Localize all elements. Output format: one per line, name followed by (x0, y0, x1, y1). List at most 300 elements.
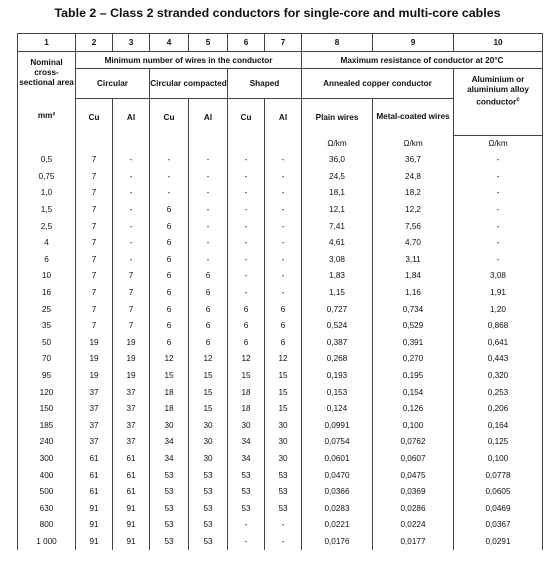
table-cell: 53 (265, 483, 302, 500)
table-cell: 34 (150, 450, 189, 467)
table-cell: 7 (76, 284, 113, 301)
table-cell: 0,868 (454, 317, 543, 334)
table-cell: 37 (76, 417, 113, 434)
table-cell: 6 (150, 218, 189, 235)
table-cell: 30 (265, 434, 302, 451)
table-cell: - (228, 218, 265, 235)
table-cell: 0,270 (373, 351, 454, 368)
table-cell: 36,0 (302, 152, 373, 169)
table-cell: - (189, 218, 228, 235)
table-cell: 6 (150, 334, 189, 351)
table-cell: - (113, 168, 150, 185)
unit-blank-7 (265, 136, 302, 152)
table-cell: 30 (265, 417, 302, 434)
table-row (18, 185, 543, 202)
table-cell: 15 (265, 367, 302, 384)
table-cell: - (228, 152, 265, 169)
table-cell: 0,195 (373, 367, 454, 384)
table-cell: - (150, 152, 189, 169)
table-cell: 6 (150, 317, 189, 334)
table-cell: 18,2 (373, 185, 454, 202)
table-row (18, 483, 543, 500)
table-cell: 53 (189, 517, 228, 534)
cell-nominal-area: 16 (18, 284, 76, 301)
table-cell: 0,126 (373, 400, 454, 417)
col-number-1: 1 (18, 34, 76, 52)
col-number-6: 6 (228, 34, 265, 52)
subheader-al-shaped: Al (265, 99, 302, 136)
table-cell: 7 (76, 168, 113, 185)
col-number-5: 5 (189, 34, 228, 52)
max-resistance-header: Maximum resistance of conductor at 20°C (302, 52, 543, 69)
cell-nominal-area: 300 (18, 450, 76, 467)
table-cell: - (189, 152, 228, 169)
table-cell: 15 (189, 367, 228, 384)
table-cell: 53 (150, 517, 189, 534)
table-cell: 19 (76, 367, 113, 384)
table-row (18, 284, 543, 301)
table-cell: 7 (76, 152, 113, 169)
table-cell: 30 (265, 450, 302, 467)
table-cell: - (265, 533, 302, 550)
cell-nominal-area: 25 (18, 301, 76, 318)
table-cell: 1,20 (454, 301, 543, 318)
table-cell: 1,84 (373, 268, 454, 285)
table-cell: - (454, 185, 543, 202)
table-cell: 6 (150, 301, 189, 318)
table-cell: 12,2 (373, 201, 454, 218)
table-cell: 0,0369 (373, 483, 454, 500)
unit-blank-2 (76, 136, 113, 152)
table-row (18, 351, 543, 368)
table-cell: 0,0221 (302, 517, 373, 534)
subheader-plain-wires: Plain wires (302, 99, 373, 136)
table-cell: 12,1 (302, 201, 373, 218)
table-cell: 19 (113, 367, 150, 384)
cell-nominal-area: 2,5 (18, 218, 76, 235)
table-cell: 1,16 (373, 284, 454, 301)
table-row (18, 251, 543, 268)
table-cell: 30 (189, 450, 228, 467)
table-cell: 7 (76, 251, 113, 268)
table-cell: - (228, 268, 265, 285)
table-row (18, 234, 543, 251)
table-cell: 6 (150, 234, 189, 251)
table-cell: - (454, 234, 543, 251)
table-cell: 61 (76, 450, 113, 467)
table-cell: - (454, 168, 543, 185)
table-row (18, 450, 543, 467)
table-cell: 15 (150, 367, 189, 384)
table-cell: 7 (76, 218, 113, 235)
table-cell: 91 (113, 533, 150, 550)
table-cell: - (189, 185, 228, 202)
col-number-4: 4 (150, 34, 189, 52)
table-cell: 6 (228, 301, 265, 318)
table-cell: 15 (265, 384, 302, 401)
table-cell: - (454, 251, 543, 268)
table-cell: 12 (189, 351, 228, 368)
table-cell: - (113, 185, 150, 202)
table-cell: 7 (76, 185, 113, 202)
table-cell: 6 (265, 301, 302, 318)
conductor-table (17, 33, 543, 550)
table-row (18, 168, 543, 185)
table-cell: 0,0475 (373, 467, 454, 484)
nominal-area-label: Nominal cross-sectional area (19, 58, 74, 87)
table-cell: - (189, 234, 228, 251)
table-cell: - (113, 201, 150, 218)
table-cell: 12 (150, 351, 189, 368)
table-row (18, 201, 543, 218)
table-header (18, 34, 543, 152)
table-cell: 6 (228, 334, 265, 351)
table-cell: 1,83 (302, 268, 373, 285)
table-cell: - (113, 152, 150, 169)
table-row (18, 367, 543, 384)
table-cell: 0,268 (302, 351, 373, 368)
table-cell: 61 (113, 483, 150, 500)
table-cell: 37 (76, 384, 113, 401)
subheader-cu-compacted: Cu (150, 99, 189, 136)
table-cell: - (189, 201, 228, 218)
table-cell: - (265, 185, 302, 202)
table-cell: - (265, 268, 302, 285)
table-row (18, 467, 543, 484)
table-cell: 91 (76, 500, 113, 517)
table-cell: 34 (228, 450, 265, 467)
table-cell: 15 (189, 384, 228, 401)
table-cell: 7,41 (302, 218, 373, 235)
table-cell: 37 (113, 384, 150, 401)
table-cell: - (228, 234, 265, 251)
table-cell: 0,387 (302, 334, 373, 351)
table-cell: - (454, 218, 543, 235)
unit-ohm-km-plain: Ω/km (302, 136, 373, 152)
table-cell: 0,124 (302, 400, 373, 417)
table-title: Table 2 – Class 2 stranded conductors for single-core and multi-core cables (54, 6, 501, 20)
table-cell: - (454, 152, 543, 169)
table-cell: 6 (189, 317, 228, 334)
table-cell: 7,56 (373, 218, 454, 235)
cell-nominal-area: 120 (18, 384, 76, 401)
table-row (18, 301, 543, 318)
cell-nominal-area: 4 (18, 234, 76, 251)
table-cell: - (265, 251, 302, 268)
table-row (18, 317, 543, 334)
table-cell: - (265, 201, 302, 218)
subheader-cu-shaped: Cu (228, 99, 265, 136)
table-cell: 0,0470 (302, 467, 373, 484)
cell-nominal-area: 1,0 (18, 185, 76, 202)
subheader-al-compacted: Al (189, 99, 228, 136)
table-cell: 0,100 (454, 450, 543, 467)
cell-nominal-area: 0,75 (18, 168, 76, 185)
table-cell: - (228, 533, 265, 550)
table-cell: 1,15 (302, 284, 373, 301)
table-cell: - (265, 168, 302, 185)
table-cell: 6 (189, 268, 228, 285)
table-cell: - (228, 251, 265, 268)
table-body (18, 152, 543, 550)
table-cell: 0,524 (302, 317, 373, 334)
table-cell: 19 (76, 351, 113, 368)
table-cell: 0,125 (454, 434, 543, 451)
col-number-8: 8 (302, 34, 373, 52)
table-cell: 0,0224 (373, 517, 454, 534)
table-cell: 19 (113, 334, 150, 351)
cell-nominal-area: 0,5 (18, 152, 76, 169)
unit-blank-6 (228, 136, 265, 152)
table-cell: 91 (76, 517, 113, 534)
table-cell: 0,0291 (454, 533, 543, 550)
table-cell: - (228, 185, 265, 202)
table-cell: 0,100 (373, 417, 454, 434)
table-cell: 7 (76, 317, 113, 334)
cell-nominal-area: 150 (18, 400, 76, 417)
table-cell: 61 (113, 450, 150, 467)
table-cell: 37 (113, 400, 150, 417)
table-cell: 3,11 (373, 251, 454, 268)
table-cell: - (189, 168, 228, 185)
table-cell: 53 (228, 483, 265, 500)
table-row (18, 500, 543, 517)
table-cell: 0,0778 (454, 467, 543, 484)
table-cell: 6 (189, 284, 228, 301)
annealed-copper-header: Annealed copper conductor (302, 69, 454, 99)
table-cell: 18 (228, 384, 265, 401)
table-cell: 0,641 (454, 334, 543, 351)
table-cell: 0,253 (454, 384, 543, 401)
table-cell: 0,0176 (302, 533, 373, 550)
table-cell: 0,0283 (302, 500, 373, 517)
cell-nominal-area: 50 (18, 334, 76, 351)
table-cell: 6 (228, 317, 265, 334)
table-cell: 6 (189, 334, 228, 351)
aluminium-footnote-mark: c (516, 97, 520, 103)
unit-ohm-km-aluminium: Ω/km (454, 136, 543, 152)
cell-nominal-area: 630 (18, 500, 76, 517)
table-cell: 15 (265, 400, 302, 417)
unit-ohm-km-coated: Ω/km (373, 136, 454, 152)
table-cell: - (113, 218, 150, 235)
table-cell: 7 (113, 301, 150, 318)
table-cell: - (265, 152, 302, 169)
table-cell: 18 (228, 400, 265, 417)
table-cell: 36,7 (373, 152, 454, 169)
table-row (18, 152, 543, 169)
shaped-header: Shaped (228, 69, 302, 99)
table-cell: 0,0991 (302, 417, 373, 434)
col-number-9: 9 (373, 34, 454, 52)
table-cell: - (228, 201, 265, 218)
table-row (18, 533, 543, 550)
table-cell: 53 (150, 483, 189, 500)
table-cell: 61 (76, 467, 113, 484)
table-row (18, 334, 543, 351)
table-cell: 91 (76, 533, 113, 550)
table-cell: 0,391 (373, 334, 454, 351)
table-cell: 37 (76, 434, 113, 451)
table-cell: 15 (228, 367, 265, 384)
table-cell: 12 (228, 351, 265, 368)
aluminium-label: Aluminium or aluminium alloy conductor (467, 75, 529, 107)
table-cell: 0,443 (454, 351, 543, 368)
table-cell: 19 (76, 334, 113, 351)
table-cell: 91 (113, 517, 150, 534)
table-cell: - (113, 251, 150, 268)
table-cell: 7 (76, 201, 113, 218)
cell-nominal-area: 95 (18, 367, 76, 384)
table-cell: - (265, 284, 302, 301)
table-cell: - (228, 284, 265, 301)
table-cell: 30 (228, 417, 265, 434)
table-row (18, 434, 543, 451)
subheader-metal-coated: Metal-coated wires (373, 99, 454, 136)
table-cell: 61 (76, 483, 113, 500)
cell-nominal-area: 800 (18, 517, 76, 534)
table-cell: 0,0605 (454, 483, 543, 500)
table-cell: 24,8 (373, 168, 454, 185)
table-cell: - (265, 218, 302, 235)
aluminium-header (454, 69, 543, 136)
table-cell: 0,0366 (302, 483, 373, 500)
table-cell: 37 (113, 434, 150, 451)
cell-nominal-area: 1 000 (18, 533, 76, 550)
table-cell: - (113, 234, 150, 251)
table-cell: 7 (113, 268, 150, 285)
table-cell: 6 (189, 301, 228, 318)
col-number-10: 10 (454, 34, 543, 52)
table-cell: 53 (150, 500, 189, 517)
table-cell: 18 (150, 384, 189, 401)
subheader-al-circular: Al (113, 99, 150, 136)
table-cell: 18 (150, 400, 189, 417)
table-cell: 12 (265, 351, 302, 368)
table-cell: 0,0762 (373, 434, 454, 451)
table-cell: - (150, 185, 189, 202)
table-cell: 7 (76, 301, 113, 318)
cell-nominal-area: 70 (18, 351, 76, 368)
table-cell: 30 (150, 417, 189, 434)
table-cell: 0,0754 (302, 434, 373, 451)
table-row (18, 400, 543, 417)
table-cell: 53 (150, 467, 189, 484)
table-cell: 34 (228, 434, 265, 451)
table-cell: - (150, 168, 189, 185)
table-cell: - (265, 517, 302, 534)
table-cell: 0,164 (454, 417, 543, 434)
cell-nominal-area: 10 (18, 268, 76, 285)
table-cell: 7 (76, 268, 113, 285)
table-cell: 53 (189, 467, 228, 484)
table-cell: 7 (113, 317, 150, 334)
table-cell: 0,0601 (302, 450, 373, 467)
table-cell: 53 (189, 500, 228, 517)
cell-nominal-area: 1,5 (18, 201, 76, 218)
table-cell: 3,08 (302, 251, 373, 268)
table-cell: - (189, 251, 228, 268)
table-cell: 0,154 (373, 384, 454, 401)
cell-nominal-area: 240 (18, 434, 76, 451)
table-cell: 0,0469 (454, 500, 543, 517)
nominal-area-header (18, 52, 76, 152)
cell-nominal-area: 35 (18, 317, 76, 334)
cell-nominal-area: 400 (18, 467, 76, 484)
table-cell: 0,206 (454, 400, 543, 417)
table-row (18, 384, 543, 401)
table-cell: 0,727 (302, 301, 373, 318)
cell-nominal-area: 185 (18, 417, 76, 434)
table-cell: 24,5 (302, 168, 373, 185)
subheader-cu-circular: Cu (76, 99, 113, 136)
table-cell: 53 (150, 533, 189, 550)
table-cell: 6 (265, 317, 302, 334)
table-cell: 6 (150, 201, 189, 218)
table-cell: 15 (189, 400, 228, 417)
table-cell: 6 (150, 251, 189, 268)
table-cell: 18,1 (302, 185, 373, 202)
table-cell: 6 (150, 268, 189, 285)
unit-blank-3 (113, 136, 150, 152)
unit-mm2: mm² (37, 111, 56, 120)
col-number-7: 7 (265, 34, 302, 52)
table-cell: 7 (113, 284, 150, 301)
cell-nominal-area: 500 (18, 483, 76, 500)
table-cell: 0,529 (373, 317, 454, 334)
table-row (18, 517, 543, 534)
table-cell: 4,61 (302, 234, 373, 251)
table-cell: 0,0367 (454, 517, 543, 534)
table-cell: 1,91 (454, 284, 543, 301)
table-cell: 0,0286 (373, 500, 454, 517)
col-number-2: 2 (76, 34, 113, 52)
table-cell: 0,320 (454, 367, 543, 384)
cell-nominal-area: 6 (18, 251, 76, 268)
table-cell: 61 (113, 467, 150, 484)
table-row (18, 218, 543, 235)
table-cell: 0,0177 (373, 533, 454, 550)
table-cell: 0,153 (302, 384, 373, 401)
col-number-3: 3 (113, 34, 150, 52)
table-cell: 53 (265, 467, 302, 484)
table-cell: 6 (150, 284, 189, 301)
table-row (18, 417, 543, 434)
table-cell: 30 (189, 417, 228, 434)
table-cell: 53 (189, 533, 228, 550)
table-cell: 53 (189, 483, 228, 500)
table-cell: 91 (113, 500, 150, 517)
table-cell: 0,734 (373, 301, 454, 318)
table-cell: 37 (76, 400, 113, 417)
table-cell: 0,0607 (373, 450, 454, 467)
table-row (18, 268, 543, 285)
table-cell: 3,08 (454, 268, 543, 285)
table-cell: 30 (189, 434, 228, 451)
table-cell: 37 (113, 417, 150, 434)
min-wires-header: Minimum number of wires in the conductor (76, 52, 302, 69)
table-cell: - (228, 517, 265, 534)
table-cell: 19 (113, 351, 150, 368)
table-cell: - (228, 168, 265, 185)
circular-header: Circular (76, 69, 150, 99)
table-cell: 53 (265, 500, 302, 517)
table-cell: 53 (228, 467, 265, 484)
table-cell: - (265, 234, 302, 251)
table-cell: 7 (76, 234, 113, 251)
table-cell: 53 (228, 500, 265, 517)
circular-compacted-header: Circular compacted (150, 69, 228, 99)
